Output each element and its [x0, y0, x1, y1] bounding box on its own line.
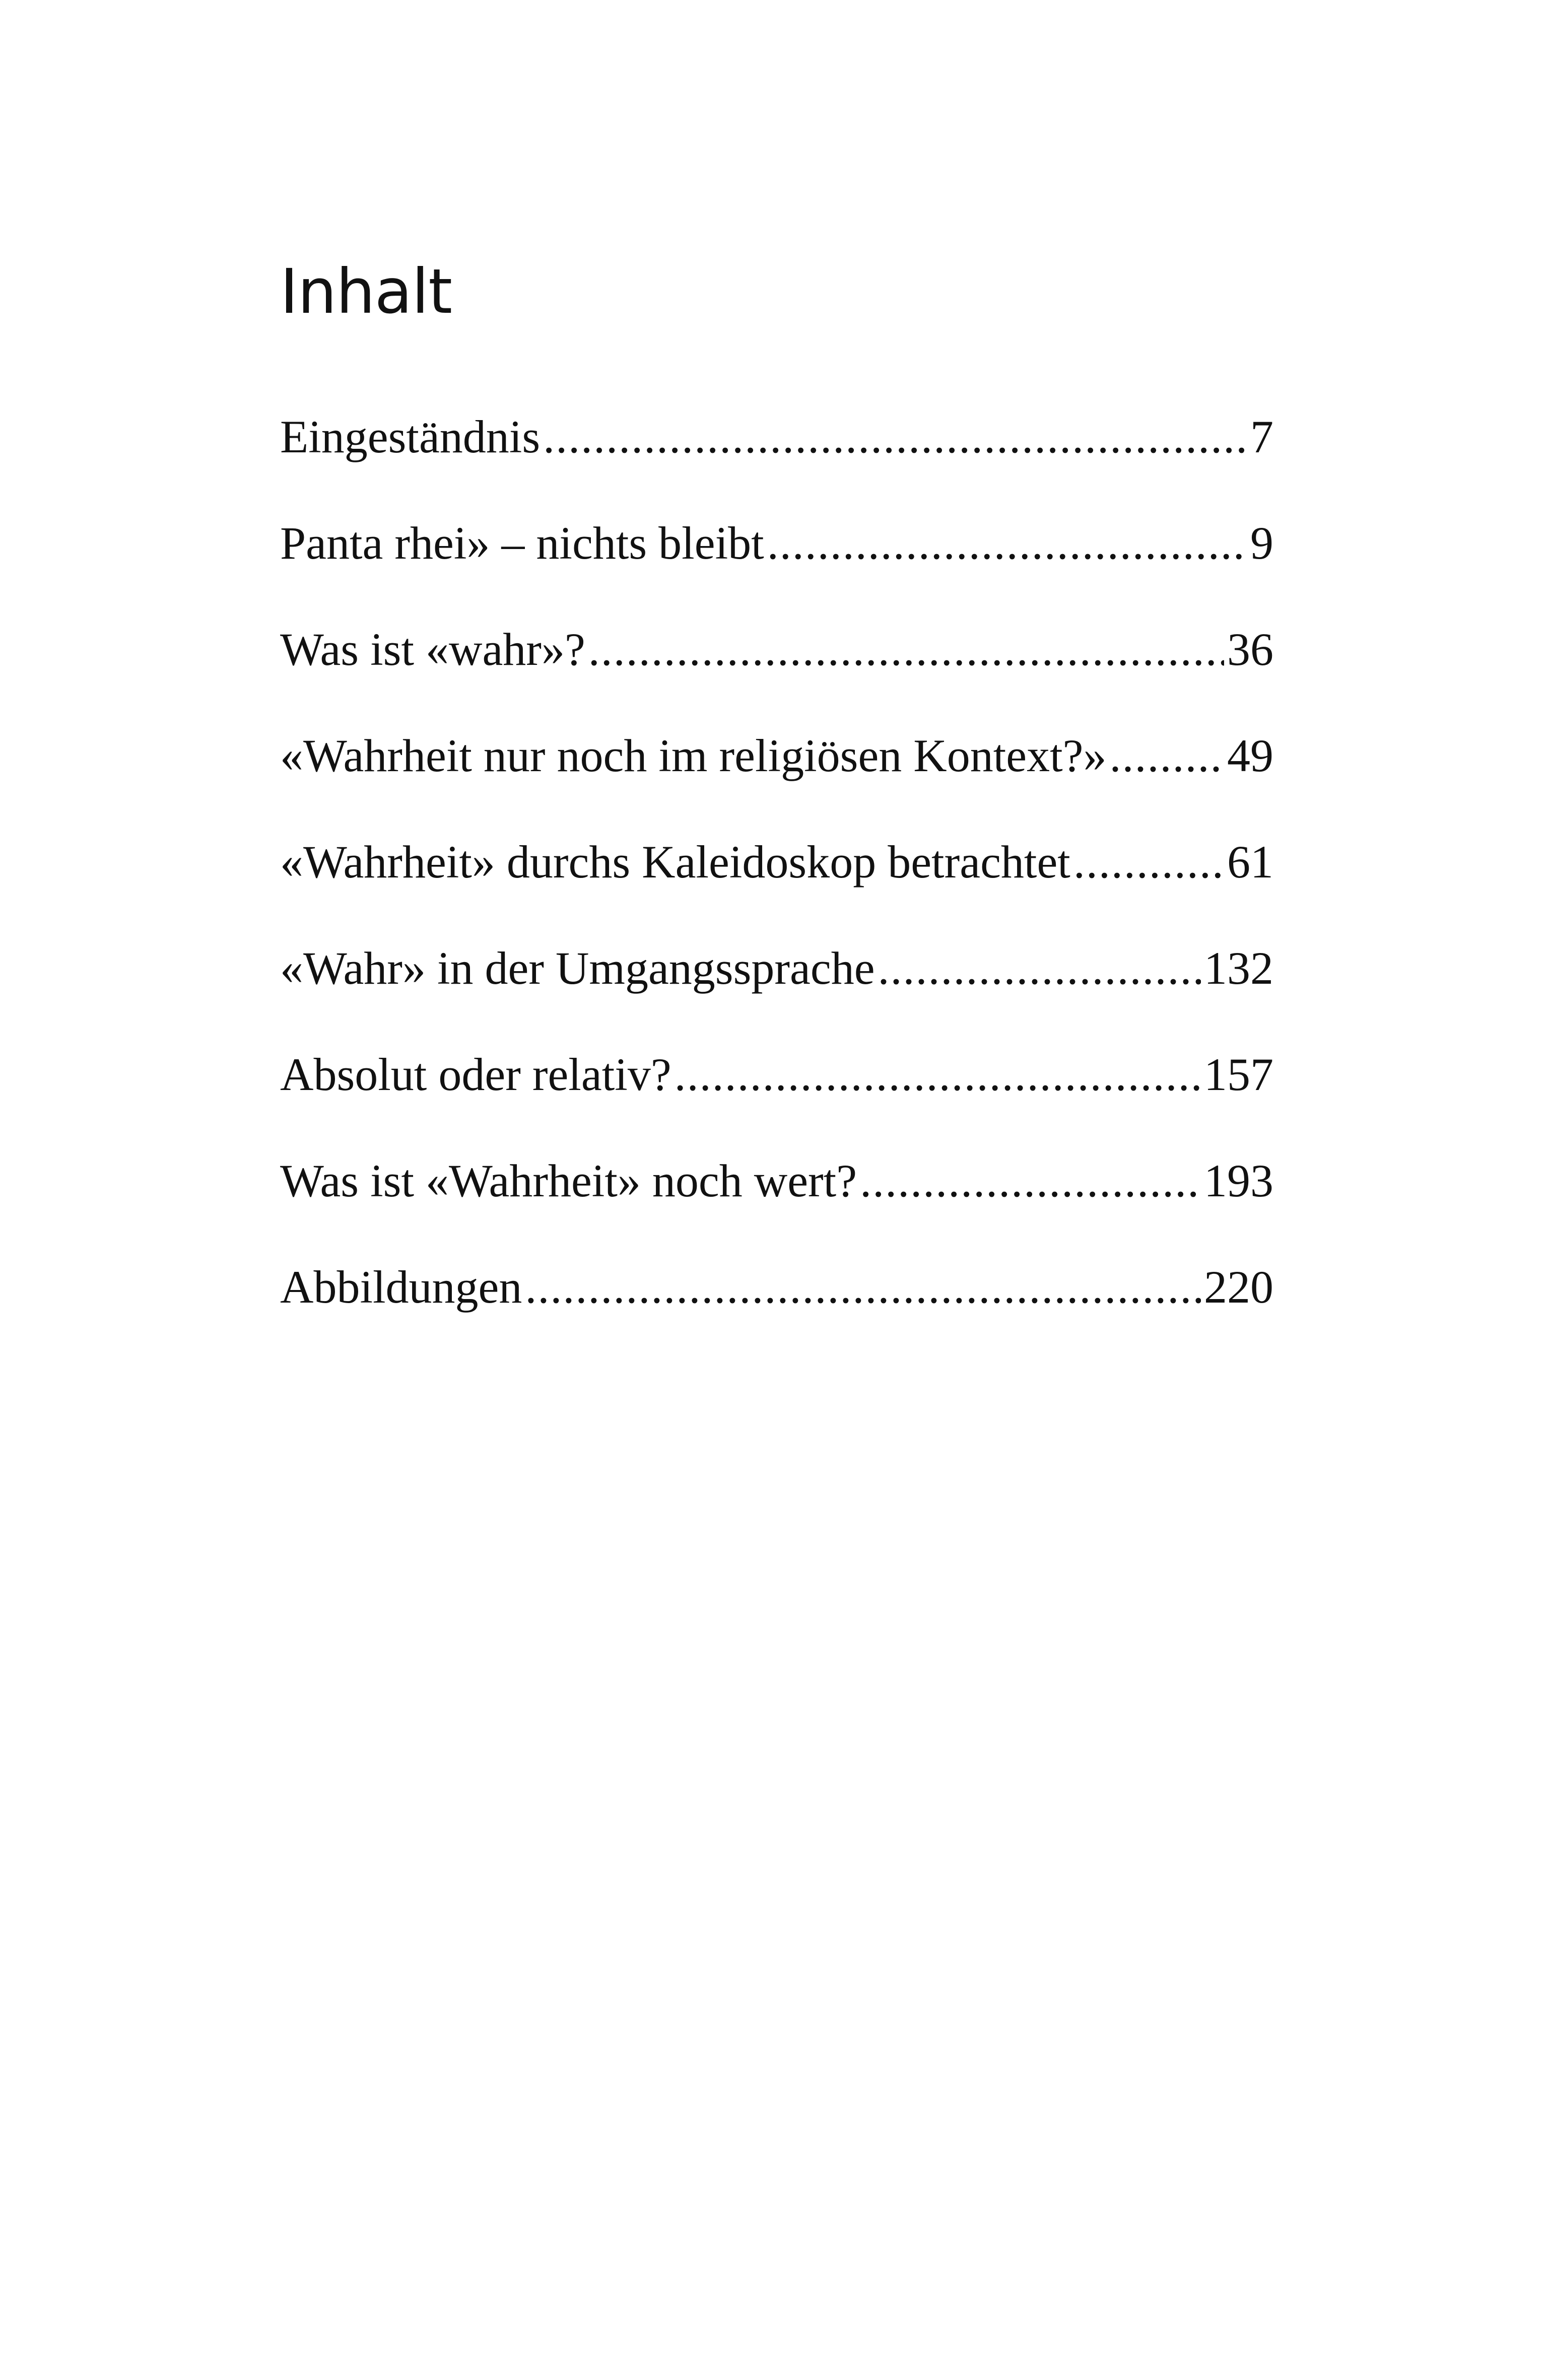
dot-leader [588, 623, 1224, 676]
toc-entry[interactable] [280, 623, 1273, 729]
toc-entry-page: 193 [1204, 1155, 1273, 1206]
toc-entry-label: «Wahrheit» durchs Kaleidoskop betrachtet [280, 836, 1070, 888]
toc-entry-page: 157 [1204, 1049, 1273, 1100]
dot-leader [543, 411, 1247, 464]
toc-entry[interactable] [280, 942, 1273, 1048]
toc-entry-label: Abbildungen [280, 1261, 522, 1313]
dot-leader [767, 517, 1247, 570]
toc-entry[interactable] [280, 411, 1273, 517]
toc-entry-page: 132 [1204, 942, 1273, 994]
toc-entry-page: 36 [1227, 624, 1273, 675]
dot-leader [675, 1048, 1201, 1102]
toc-entry-label: Was ist «Wahrheit» noch wert? [280, 1155, 857, 1206]
toc-entry-label: Panta rhei» – nichts bleibt [280, 517, 764, 569]
toc-entry-page: 7 [1250, 411, 1273, 462]
toc-entry-label: «Wahr» in der Umgangssprache [280, 942, 875, 994]
toc-entry-page: 220 [1204, 1261, 1273, 1313]
toc-entry[interactable] [280, 1048, 1273, 1154]
toc-entry-page: 9 [1250, 517, 1273, 569]
toc-entry[interactable] [280, 729, 1273, 836]
dot-leader [525, 1261, 1201, 1314]
toc-entry-page: 61 [1227, 836, 1273, 888]
toc-entry[interactable] [280, 1261, 1273, 1367]
dot-leader [1073, 836, 1224, 889]
toc-entry-label: Absolut oder relativ? [280, 1049, 671, 1100]
toc-entry-label: Eingeständnis [280, 411, 541, 462]
toc-entry-page: 49 [1227, 730, 1273, 781]
dot-leader [878, 942, 1201, 995]
toc-entry[interactable] [280, 836, 1273, 942]
toc-title: Inhalt [280, 256, 452, 327]
dot-leader [1110, 729, 1224, 783]
toc-entry[interactable] [280, 1154, 1273, 1261]
toc-entry-label: «Wahrheit nur noch im religiösen Kontext?» [280, 730, 1107, 781]
toc-entry-label: Was ist «wahr»? [280, 624, 585, 675]
toc-entry[interactable] [280, 517, 1273, 623]
table-of-contents [280, 411, 1273, 1367]
dot-leader [860, 1154, 1201, 1208]
